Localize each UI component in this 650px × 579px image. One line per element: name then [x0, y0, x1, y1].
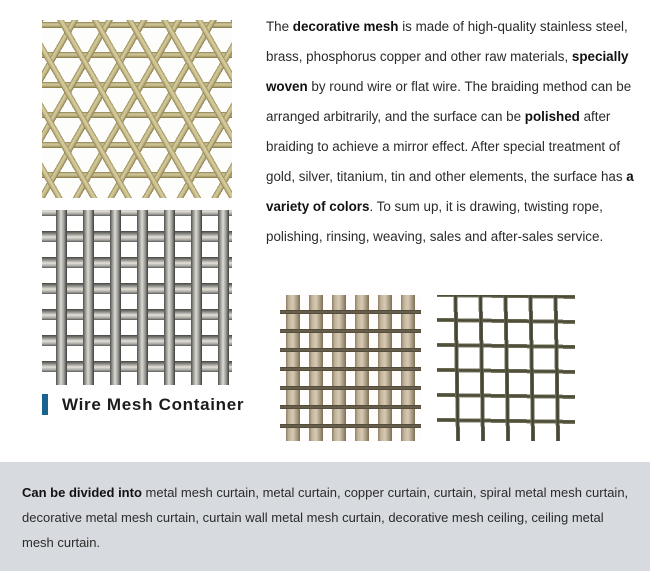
description-paragraph: The decorative mesh is made of high-quality stainless steel, brass, phosphorus copper and other raw materials, specially woven by round wire or flat wire. The braiding method can be arranged arbitrarily, and the surface can be polished after braiding to achieve a mirror effect. After special treatment of gold, silver, titanium, tin and other elements, the surface has a variety of colors. To sum up, it is drawing, twisting rope, polishing, rinsing, weaving, sales and after-sales service. [266, 19, 634, 244]
categories-banner [0, 462, 650, 571]
bronze-flat-wire-mesh-image [280, 295, 421, 441]
caption-title: Wire Mesh Container [62, 395, 245, 414]
olive-crimped-wire-mesh-image [437, 295, 575, 441]
caption-accent-bar [42, 394, 48, 415]
caption [42, 394, 244, 415]
brass-triangular-mesh-image [42, 20, 232, 198]
stainless-steel-mesh-image [42, 210, 232, 385]
categories-banner-text: Can be divided into metal mesh curtain, metal curtain, copper curtain, curtain, spiral metal mesh curtain, decorative metal mesh curtain, curtain wall metal mesh curtain, decorative mesh ceiling, ceiling metal mesh curtain. [22, 485, 629, 550]
